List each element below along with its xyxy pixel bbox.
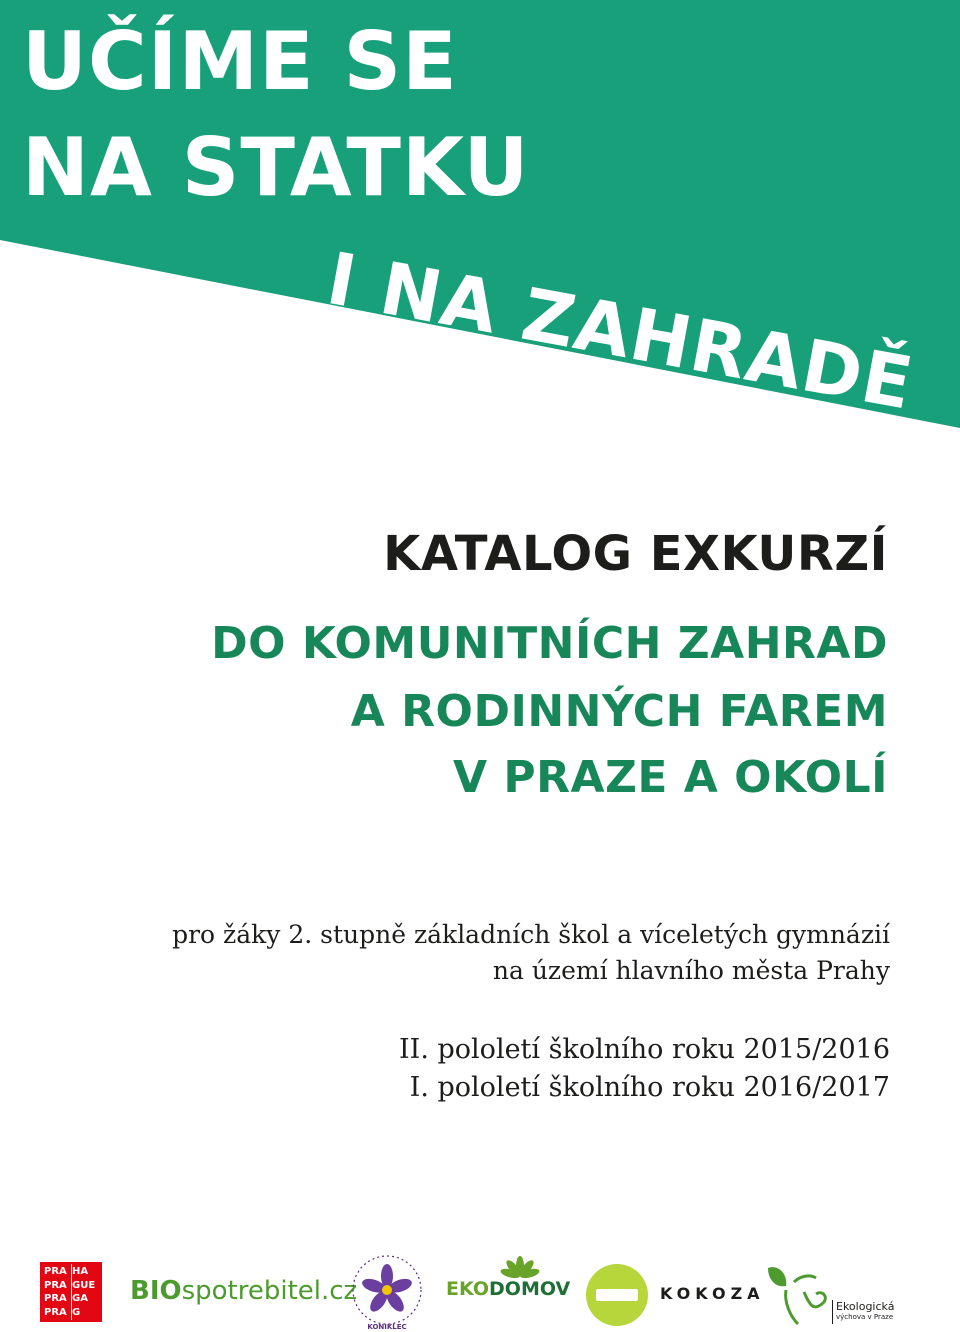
- kokoza-circle-icon: [586, 1264, 648, 1326]
- kokoza-bar: [596, 1289, 638, 1301]
- evvo-logo-icon: [764, 1262, 834, 1328]
- kokoza-wordmark: KOKOZA: [660, 1284, 765, 1303]
- evvo-caption-line-1: Ekologická: [836, 1300, 895, 1313]
- catalog-subtitle-line-3: V PRAZE A OKOLÍ: [452, 752, 888, 803]
- audience-line-1: pro žáky 2. stupně základních škol a víceletých gymnázií: [172, 920, 890, 949]
- praha-logo-grid: PRA HA PRA GUE PRA GA PRA G: [44, 1266, 96, 1318]
- ekodomov-logo: [446, 1254, 571, 1314]
- evvo-caption-line-2: výchova v Praze: [836, 1313, 894, 1321]
- evvo-divider: [832, 1300, 833, 1324]
- biospotrebitel-logo: BIOspotrebitel.cz: [130, 1276, 358, 1306]
- koniklec-label: KONIKLEC: [367, 1323, 407, 1331]
- catalog-subtitle-line-1: DO KOMUNITNÍCH ZAHRAD: [211, 618, 888, 669]
- koniklec-logo: [345, 1252, 429, 1332]
- catalog-title: KATALOG EXKURZÍ: [383, 526, 888, 582]
- ekodomov-wordmark: EKODOMOV: [446, 1278, 571, 1300]
- praha-logo: [40, 1262, 102, 1322]
- period-line-2: I. pololetí školního roku 2016/2017: [409, 1072, 890, 1103]
- period-line-1: II. pololetí školního roku 2015/2016: [399, 1034, 890, 1065]
- audience-line-2: na území hlavního města Prahy: [492, 956, 890, 985]
- evvo-caption: [836, 1300, 906, 1322]
- ekodomov-leaf-icon: [446, 1254, 566, 1280]
- hero-subtitle: I NA ZAHRADĚ: [320, 236, 920, 426]
- hero-title-line-2: NA STATKU: [22, 121, 530, 214]
- catalog-subtitle-line-2: A RODINNÝCH FAREM: [350, 686, 888, 737]
- hero-title-line-1: UČÍME SE: [22, 15, 458, 108]
